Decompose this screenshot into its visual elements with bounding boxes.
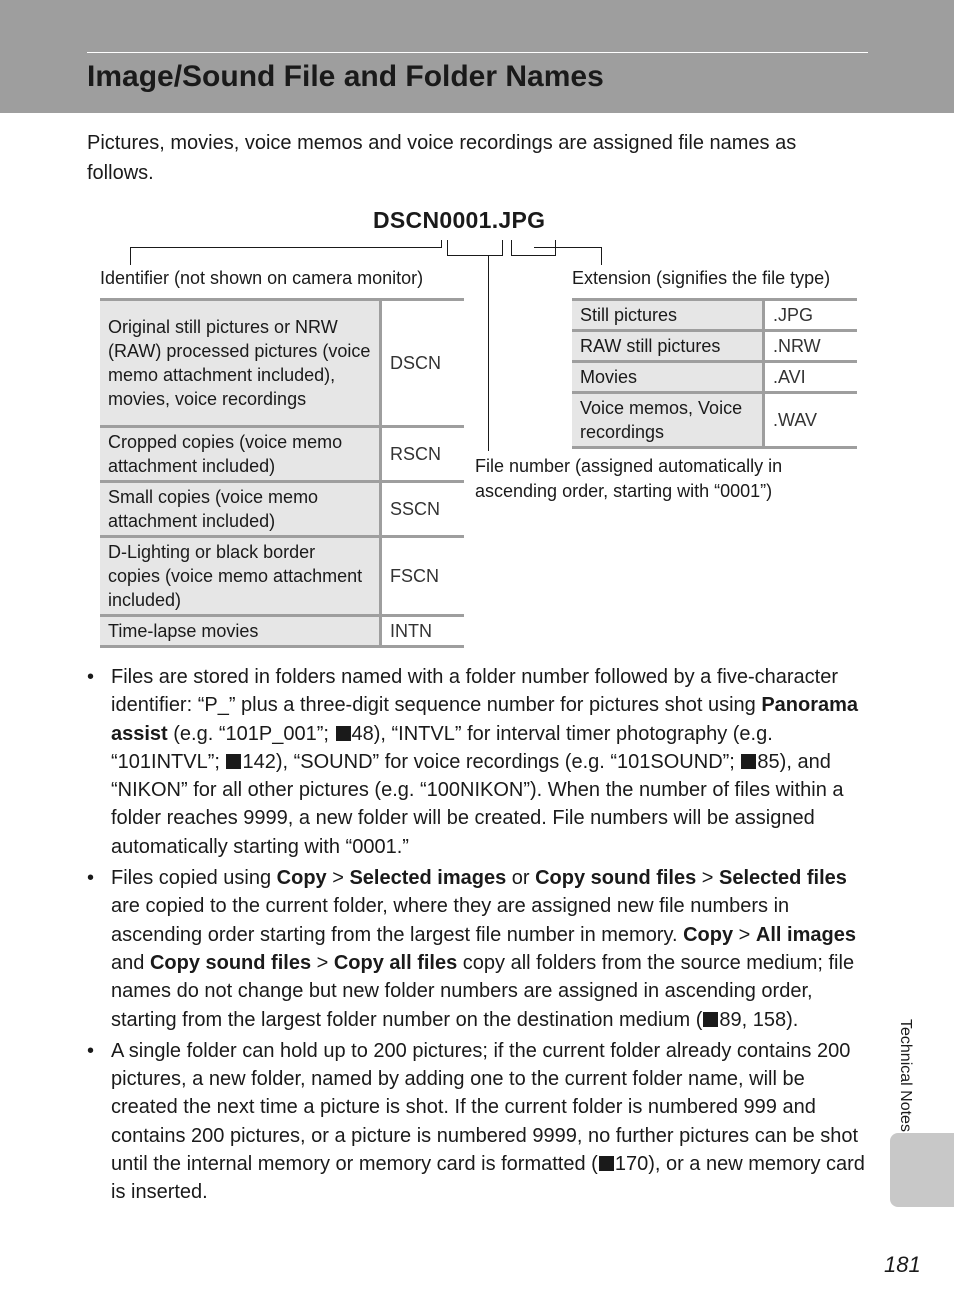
identifier-bracket-top	[130, 247, 442, 248]
table-row	[572, 362, 857, 393]
page-reference-icon	[599, 1156, 614, 1171]
extension-value: .AVI	[764, 362, 858, 393]
extension-leader-top	[534, 247, 602, 248]
bullet-text: and	[111, 951, 150, 974]
identifier-desc: D-Lighting or black border copies (voice memo attachment included)	[100, 537, 381, 616]
extension-desc: RAW still pictures	[572, 331, 764, 362]
table-row	[572, 300, 857, 331]
list-item	[87, 1037, 865, 1207]
menu-term: All images	[755, 923, 856, 946]
table-row	[100, 482, 464, 537]
extension-bracket-right	[555, 240, 556, 256]
example-filename: DSCN0001.JPG	[373, 207, 546, 233]
extension-desc: Still pictures	[572, 300, 764, 331]
bullet-text: 89, 158).	[719, 1008, 799, 1031]
extension-desc: Voice memos, Voice recordings	[572, 393, 764, 448]
menu-term: Copy sound files	[535, 867, 697, 890]
filenumber-leader	[488, 255, 489, 451]
identifier-desc: Small copies (voice memo attachment included)	[100, 482, 381, 537]
table-row	[100, 427, 464, 482]
identifier-value: DSCN	[381, 300, 465, 427]
page-reference-icon	[703, 1012, 718, 1027]
filenumber-bracket-bottom	[447, 255, 503, 256]
identifier-desc: Cropped copies (voice memo attachment included)	[100, 427, 381, 482]
extension-desc: Movies	[572, 362, 764, 393]
page-title: Image/Sound File and Folder Names	[87, 60, 604, 93]
identifier-desc: Time-lapse movies	[100, 616, 381, 647]
identifier-value: RSCN	[381, 427, 465, 482]
table-row	[572, 331, 857, 362]
identifier-desc: Original still pictures or NRW (RAW) processed pictures (voice memo attachment included), movies, voice recordings	[100, 300, 381, 427]
section-tab-marker	[890, 1133, 954, 1207]
notes-list	[87, 663, 865, 1210]
identifier-table	[100, 298, 464, 648]
list-item	[87, 663, 865, 861]
bullet-text: >	[311, 951, 334, 974]
menu-term: Selected files	[719, 867, 847, 890]
page-reference-icon	[741, 754, 756, 769]
identifier-label: Identifier (not shown on camera monitor)	[100, 268, 424, 288]
table-row	[100, 537, 464, 616]
header-rule	[87, 52, 868, 53]
menu-term: Copy sound files	[149, 951, 312, 974]
header-band	[0, 0, 954, 113]
bullet-text: are copied to the current folder, where they are assigned new file numbers in ascending order starting from the largest file number in memory.	[111, 895, 790, 946]
file-number-label: File number (assigned automatically in ascending order, starting with “0001”)	[475, 456, 783, 501]
extension-value: .WAV	[764, 393, 858, 448]
bullet-text: >	[326, 867, 350, 890]
bullet-text: 142), “SOUND” for voice recordings (e.g. “101SOUND”;	[242, 750, 741, 773]
bullet-text: copy all folders from the source medium; file names do not change but new folder numbers are assigned in ascending order, starting from the largest folder number on the destination medium (	[111, 951, 855, 1031]
list-item	[87, 864, 865, 1034]
menu-term: Copy all files	[333, 951, 458, 974]
menu-term: Selected images	[349, 867, 507, 890]
bullet-text: >	[696, 867, 720, 890]
identifier-value: FSCN	[381, 537, 465, 616]
identifier-value: SSCN	[381, 482, 465, 537]
bullet-text: Files are stored in folders named with a folder number followed by a five-character identifier: “P_” plus a three-digit sequence number for pictures shot using	[111, 666, 839, 717]
identifier-bracket-right	[441, 240, 442, 248]
menu-term: Copy	[276, 867, 327, 890]
filenumber-bracket-right	[502, 240, 503, 256]
extension-value: .NRW	[764, 331, 858, 362]
page-reference-icon	[336, 726, 351, 741]
identifier-bracket-left	[130, 247, 131, 265]
table-row	[100, 616, 464, 647]
extension-bracket-bottom	[511, 255, 556, 256]
extension-value: .JPG	[764, 300, 858, 331]
bullet-text: or	[506, 867, 536, 890]
page-number: 181	[884, 1252, 921, 1277]
bullet-text: (e.g. “101P_001”;	[167, 722, 335, 745]
table-row	[572, 393, 857, 448]
bullet-text: 48), “INTVL” for interval timer photography (e.g. “101INTVL”;	[111, 722, 773, 773]
bullet-text: >	[733, 923, 756, 946]
extension-table	[572, 298, 857, 449]
bullet-text: A single folder can hold up to 200 pictures; if the current folder already contains 200 pictures, a new folder, named by adding one to the current folder name, will be created the next time a picture is shot. If the current folder is numbered 999 and contains 200 pictures, or a picture is numbered 9999, no further pictures can be shot until the internal memory or memory card is formatted (	[111, 1039, 859, 1176]
extension-leader-down	[601, 247, 602, 265]
filenumber-bracket-left	[447, 240, 448, 256]
menu-term: Panorama assist	[111, 694, 859, 745]
extension-label: Extension (signifies the file type)	[572, 268, 831, 288]
bullet-text: 85), and “NIKON” for all other pictures (e.g. “100NIKON”). When the number of files within a folder reaches 9999, a new folder will be created. File numbers will be assigned automatically starting with “0001.”	[111, 750, 844, 858]
extension-bracket-left	[511, 240, 512, 256]
identifier-value: INTN	[381, 616, 465, 647]
page-reference-icon	[226, 754, 241, 769]
bullet-text: 170), or a new memory card is inserted.	[111, 1153, 865, 1204]
section-tab-label: Technical Notes	[897, 1019, 914, 1132]
menu-term: Copy	[683, 923, 734, 946]
table-row	[100, 300, 464, 427]
intro-paragraph: Pictures, movies, voice memos and voice recordings are assigned file names as follows.	[87, 132, 797, 184]
bullet-text: Files copied using	[111, 867, 277, 890]
